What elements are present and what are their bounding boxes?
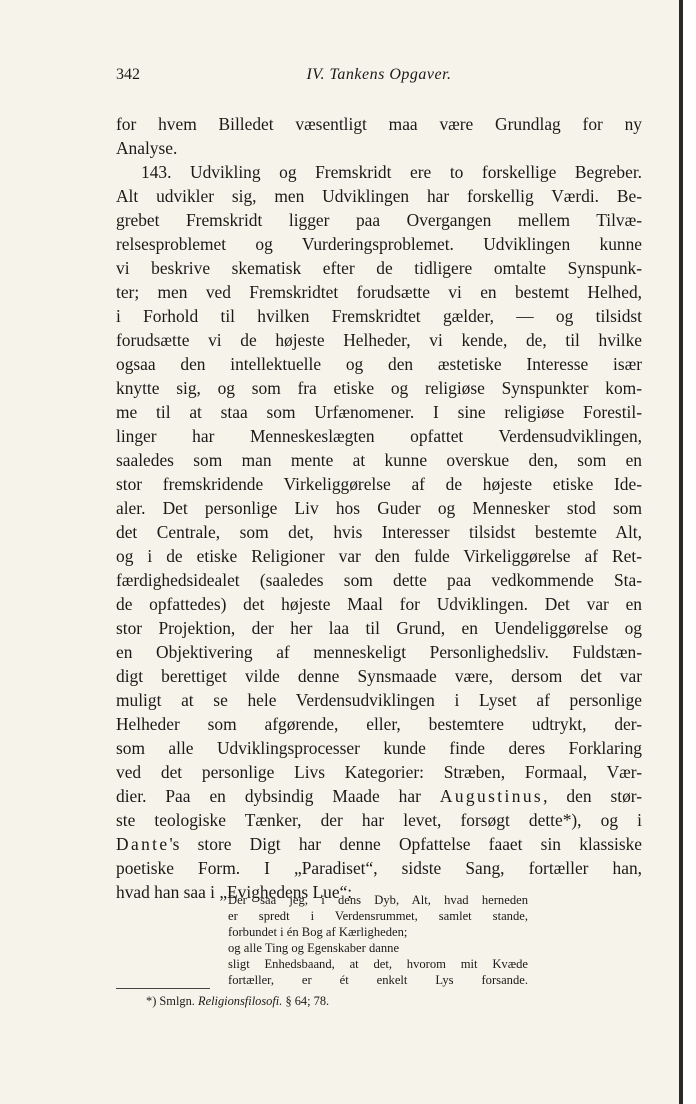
text-line: stor Projektion, der her laa til Grund, en Uendeliggørelse og [116, 618, 642, 638]
verse-line: forbundet i én Bog af Kærligheden; [228, 925, 408, 939]
text-line: saaledes som man mente at kunne overskue den, som en [116, 450, 642, 470]
text-line: grebet Fremskridt ligger paa Overgangen mellem Tilvæ- [116, 210, 642, 230]
text-line: poetiske Form. I „Paradiset“, sidste Sang, fortæller han, [116, 858, 642, 878]
footnote-marker: *) Smlgn. [146, 994, 195, 1008]
text-line: ved det personlige Livs Kategorier: Stræben, Formaal, Vær- [116, 762, 642, 782]
text-line: digt berettiget vilde denne Synsmaade være, dersom det var [116, 666, 642, 686]
verse-quotation [228, 892, 528, 988]
text-line: muligt at se hele Verdensudviklingen i Lyset af personlige [116, 690, 642, 710]
text-line: de opfattedes) det højeste Maal for Udviklingen. Det var en [116, 594, 642, 614]
text-line: knytte sig, og som fra etiske og religiøse Synspunkter kom- [116, 378, 642, 398]
text-fragment: 's store Digt har denne Opfattelse faaet sin klassiske [169, 834, 642, 854]
running-title: IV. Tankens Opgaver. [306, 66, 452, 83]
page-number: 342 [116, 66, 140, 83]
text-line: forudsætte vi de højeste Helheder, vi kende, de, til hvilke [116, 330, 642, 350]
text-line: me til at staa som Urfænomener. I sine religiøse Forestil- [116, 402, 642, 422]
text-line: hvad han saa i „Evighedens Lue“: [116, 882, 353, 902]
paragraph-143-start: 143. Udvikling og Fremskridt ere to forskellige Begreber. [141, 162, 642, 182]
footnote-divider [116, 988, 210, 989]
text-line: som alle Udviklingsprocesser kunde finde deres Forklaring [116, 738, 642, 758]
text-line [116, 832, 642, 856]
text-line: en Objektivering af menneskeligt Personlighedsliv. Fuldstæn- [116, 642, 642, 662]
footnote-reference: Religionsfilosofi. [198, 994, 283, 1008]
text-line: linger har Menneskeslægten opfattet Verdensudviklingen, [116, 426, 642, 446]
body-text [116, 112, 642, 904]
text-fragment: , den stør- [543, 786, 643, 806]
text-line: Alt udvikler sig, men Udviklingen har forskellig Værdi. Be- [116, 186, 642, 206]
text-line: i Forhold til hvilken Fremskridtet gælder, — og tilsidst [116, 306, 642, 326]
verse-line: Der saa jeg, i dens Dyb, Alt, hvad herneden [228, 893, 528, 907]
text-line: ogsaa den intellektuelle og den æstetiske Interesse især [116, 354, 642, 374]
text-line: stor fremskridende Virkeliggørelse af de højeste etiske Ide- [116, 474, 642, 494]
running-head [116, 66, 642, 88]
footnote [146, 994, 329, 1009]
text-line: ter; men ved Fremskridtet forudsætte vi en bestemt Helhed, [116, 282, 642, 302]
text-line: og i de etiske Religioner var den fulde Virkeliggørelse af Ret- [116, 546, 642, 566]
text-line: færdighedsidealet (saaledes som dette paa vedkommende Sta- [116, 570, 642, 590]
text-line: vi beskrive skematisk efter de tidligere omtalte Synspunk- [116, 258, 642, 278]
verse-line: og alle Ting og Egenskaber danne [228, 941, 400, 955]
text-line: det Centrale, som det, hvis Interesser tilsidst bestemte Alt, [116, 522, 642, 542]
footnote-location: § 64; 78. [285, 994, 330, 1008]
text-fragment: dier. Paa en dybsindig Maade har [116, 786, 421, 806]
text-line: ste teologiske Tænker, der har levet, forsøgt dette*), og i [116, 810, 642, 830]
text-line: relsesproblemet og Vurderingsproblemet. Udviklingen kunne [116, 234, 642, 254]
verse-line: sligt Enhedsbaand, at det, hvorom mit Kvæde [228, 957, 528, 971]
spaced-name-augustinus: Augustinus [439, 786, 544, 806]
verse-line: er spredt i Verdensrummet, samlet stande, [228, 909, 528, 923]
verse-line: fortæller, er ét enkelt Lys forsande. [228, 973, 528, 987]
text-line: aler. Det personlige Liv hos Guder og Mennesker stod som [116, 498, 642, 518]
text-line [116, 784, 642, 808]
text-line: Helheder som afgørende, eller, bestemtere udtrykt, der- [116, 714, 642, 734]
spaced-name-dante: Dante [116, 834, 170, 854]
text-line: Analyse. [116, 138, 178, 158]
text-line: for hvem Billedet væsentligt maa være Grundlag for ny [116, 114, 642, 134]
